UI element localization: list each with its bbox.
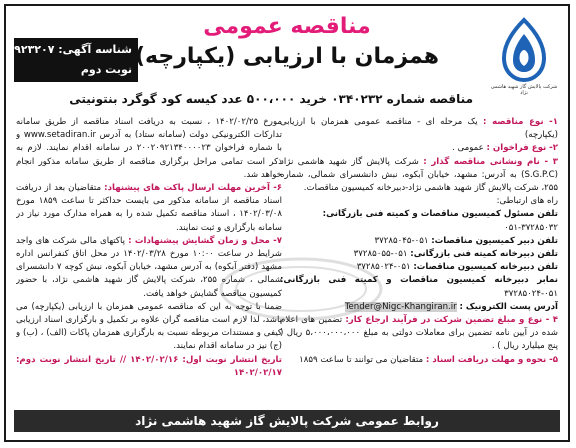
- paragraph: ۰۵۱-۳۷۲۸۵۰۳۲: [504, 222, 558, 233]
- tender-line: مناقصه شماره ۰۳۴۰۲۳۲ خرید ۵۰۰،۰۰۰ عدد کیسه کود گوگرد بنتونیتی: [69, 92, 473, 106]
- paragraph: تلفن دبیرخانه کمیسیون مناقصات: ۰۵۱-۳۷۲۸۵۰۲۴: [356, 262, 558, 273]
- paragraph: ۷- محل و زمان گشایش پیشنهادات : پاکتهای مالی شرکت های واجد شرایط در ساعت ۱۰:۰۰ مورخ ۱۴۰۲/۰۳/۲۸ در محل اتاق کنفرانس اداره مشهد (دفتر آبکوه) به آدرس مشهد، خیابان آبکوه، نبش کوچه ۷ دانشسرای شمالی ، شماره ۲۵۵، شرکت پالایش گاز شهید هاشمی نژاد، با حضور کمیسیون مناقصه گشایش خواهد یافت.: [16, 235, 282, 299]
- paragraph: نمابر دبیرخانه کمیسیون مناقصات و کمیته فنی بازرگانی: ۰۵۱-۳۷۲۸۵۰۲۴: [280, 275, 558, 299]
- paragraph: ۳ - نام ونشانی مناقصه گذار : شرکت پالایش گاز شهید هاشمی نژاد (S.G.P.C) به آدرس: مشهد، خیابان آبکوه، نبش دانشسرای شمالی، شماره ۲۵۵، شرکت پالایش گاز شهید هاشمی نژاد-دبیرخانه کمیسیون مناقصات.: [280, 156, 558, 194]
- paragraph: تلفن دبیرخانه کمیته فنی بازرگانی: ۰۵۱-۳۷۲۸۵۰۵۵: [353, 249, 558, 260]
- paragraph: ۱- نوع مناقصه : یک مرحله ای - مناقصه عمومی همزمان با ارزیابی (یکپارچه): [280, 117, 558, 141]
- paragraph: راه های ارتباطی:: [496, 196, 558, 207]
- paragraph: تلفن دبیر کمیسیون مناقصات: ۰۵۱-۳۷۲۸۵۰۴۵: [374, 235, 558, 246]
- page-title: مناقصه عمومی: [203, 14, 371, 39]
- paragraph: مورخ ۱۴۰۲/۰۲/۲۵ ، نسبت به دریافت اسناد مناقصه از طریق سامانه تدارکات الکترونیکی دولت (سامانه ستاد) به آدرس www.setadiran.ir و با شماره فراخوان ۲۰۰۲۰۹۲۱۳۴۰۰۰۰۲۳ در سامانه اقدام نمایند. لازم به ذکر است تمامی مراحل برگزاری مناقصه از طریق سامانه مذکور انجام خواهد شد.: [16, 117, 282, 180]
- right-column: [280, 116, 558, 416]
- email-link[interactable]: Tender@Nigc-Khangiran.ir: [344, 301, 457, 312]
- paragraph: ۵- نحوه و مهلت دریافت اسناد : متقاضیان می توانند تا ساعت ۱۸۵۹: [299, 354, 558, 365]
- left-column: [16, 116, 282, 416]
- page-subtitle: همزمان با ارزیابی (یکپارچه): [134, 44, 440, 69]
- paragraph: ۶- آخرین مهلت ارسال پاکت های پیشنهاد: متقاضیان بعد از دریافت اسناد مناقصه از سامانه مذکور می بایست حداکثر تا ساعت ۱۸۵۹ مورخ ۱۴۰۲/۰۳/۰۸ ، اسناد مناقصه تکمیل شده را به همراه مدارک مورد نیاز در سامانه بارگزاری و ثبت نمایند.: [16, 183, 282, 233]
- ad-turn: نوبت دوم: [80, 63, 132, 76]
- paragraph: تاریخ انتشار نوبت اول: ۱۴۰۲/۰۲/۱۶ // تاریخ انتشار نوبت دوم: ۱۴۰۲/۰۲/۱۷: [16, 354, 282, 378]
- paragraph: تلفن مسئول کمیسیون مناقصات و کمیته فنی بازرگانی:: [322, 209, 558, 220]
- paragraph: ۲- نوع فراخوان : عمومی .: [452, 143, 558, 154]
- logo-caption: شرکت پالایش گاز شهید هاشمی نژاد: [490, 84, 558, 96]
- paragraph: ضمنا با توجه به این که مناقصه عمومی همزمان با ارزیابی (یکپارچه) می باشد، لذا لازم است مناقصه گران علاوه بر تکمیل و بارگزاری اسناد ارزیابی کیفی و مستندات مربوطه نسبت به بارگزاری همزمان پاکات (الف) ، (ب) و (ج) نیز در سامانه اقدام نمایند.: [16, 301, 282, 352]
- paragraph: آدرس پست الکترونیک : Tender@Nigc-Khangiran.ir: [344, 301, 558, 312]
- ad-number: شناسه آگهی: ۱۹۲۳۲۰۷: [7, 43, 132, 56]
- paragraph: ۴ - نوع و مبلغ تضمین شرکت در فرآیند ارجاع کار: تضمین های اعلام شده در آیین نامه تضمین برای معاملات دولتی به مبلغ ۵،۰۰۰،۰۰۰،۰۰۰ ریال ( پنج میلیارد ریال ) .: [280, 315, 558, 352]
- advertisement-frame: [4, 4, 570, 442]
- footer-banner: روابط عمومی شرکت پالایش گاز شهید هاشمی نژاد: [14, 410, 560, 432]
